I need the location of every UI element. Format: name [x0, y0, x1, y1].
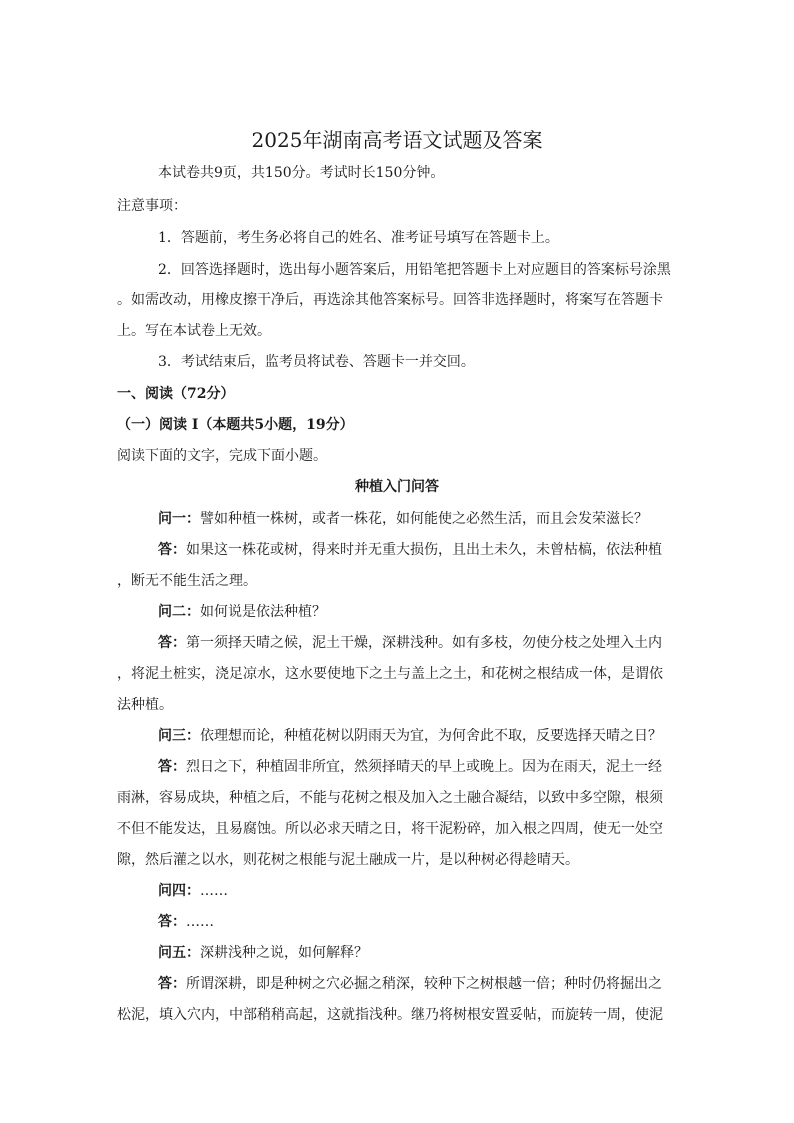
notice-item-3: 3．考试结束后，监考员将试卷、答题卡一并交回。: [158, 354, 475, 370]
question-label: 问一：: [158, 511, 200, 527]
question-2: [158, 602, 326, 622]
answer-1-line-1: [158, 540, 662, 560]
article-title: 种植入门问答: [355, 479, 439, 495]
question-text: 如何说是依法种植？: [200, 604, 326, 620]
notice-item-2-line-3: 上。写在本试卷上无效。: [117, 323, 271, 339]
notice-heading: 注意事项：: [117, 198, 187, 214]
answer-label: 答：: [158, 542, 186, 558]
answer-3-line-3: 不但不能发达，且易腐蚀。所以必求天晴之日，将干泥粉碎，加入根之四周，使无一处空: [117, 821, 663, 837]
answer-text: 第一须择天晴之候，泥土干燥，深耕浅种。如有多枝，勿使分枝之处埋入土内: [186, 635, 662, 651]
answer-5-line-1: [158, 974, 662, 994]
answer-4: [158, 912, 214, 932]
question-1: [158, 509, 648, 529]
answer-text: ……: [186, 914, 214, 930]
question-label: 问四：: [158, 883, 200, 899]
answer-label: 答：: [158, 976, 186, 992]
reading-instruction: 阅读下面的文字，完成下面小题。: [117, 448, 327, 464]
question-label: 问五：: [158, 945, 200, 961]
answer-5-line-2: 松泥，填入穴内，中部稍稍高起，这就指浅种。继乃将树根安置妥帖，而旋转一周，使泥: [117, 1007, 663, 1023]
answer-2-line-3: 法种植。: [117, 697, 173, 713]
question-text: 深耕浅种之说，如何解释？: [200, 945, 368, 961]
question-4: [158, 881, 228, 901]
question-label: 问三：: [158, 728, 200, 744]
answer-label: 答：: [158, 635, 186, 651]
answer-3-line-1: [158, 757, 662, 777]
notice-item-2-line-1: 2．回答选择题时，选出每小题答案后，用铅笔把答题卡上对应题目的答案标号涂黑: [158, 262, 671, 278]
answer-2-line-2: ，将泥土桩实，浇足凉水，这水要使地下之土与盖上之土，和花树之根结成一体，是谓依: [117, 666, 663, 682]
answer-text: 烈日之下，种植固非所宜，然须择晴天的早上或晚上。因为在雨天，泥土一经: [186, 759, 662, 775]
section-heading: 一、阅读（72分）: [117, 386, 235, 402]
notice-item-1: 1．答题前，考生务必将自己的姓名、准考证号填写在答题卡上。: [158, 230, 559, 246]
notice-item-2-line-2: 。如需改动，用橡皮擦干净后，再选涂其他答案标号。回答非选择题时，将案写在答题卡: [117, 292, 663, 308]
document-title: 2025年湖南高考语文试题及答案: [251, 128, 543, 152]
question-text: 譬如种植一株树，或者一株花，如何能使之必然生活，而且会发荣滋长？: [200, 511, 648, 527]
answer-label: 答：: [158, 914, 186, 930]
question-label: 问二：: [158, 604, 200, 620]
question-3: [158, 726, 662, 746]
question-text: 依理想而论，种植花树以阴雨天为宜，为何舍此不取，反要选择天晴之日？: [200, 728, 662, 744]
answer-3-line-2: 雨淋，容易成块，种植之后，不能与花树之根及加入之土融合凝结，以致中多空隙，根须: [117, 790, 663, 806]
answer-text: 如果这一株花或树，得来时并无重大损伤，且出土未久，未曾枯槁，依法种植: [186, 542, 662, 558]
exam-intro: 本试卷共9页，共150分。考试时长150分钟。: [158, 165, 445, 181]
subsection-heading: （一）阅读 I（本题共5小题，19分）: [117, 417, 354, 433]
answer-label: 答：: [158, 759, 186, 775]
answer-3-line-4: 隙，然后灌之以水，则花树之根能与泥土融成一片，是以种树必得趁晴天。: [117, 852, 579, 868]
question-text: ……: [200, 883, 228, 899]
answer-1-line-2: ，断无不能生活之理。: [117, 573, 257, 589]
answer-text: 所谓深耕，即是种树之穴必掘之稍深，较种下之树根越一倍；种时仍将掘出之: [186, 976, 662, 992]
question-5: [158, 943, 368, 963]
answer-2-line-1: [158, 633, 662, 653]
